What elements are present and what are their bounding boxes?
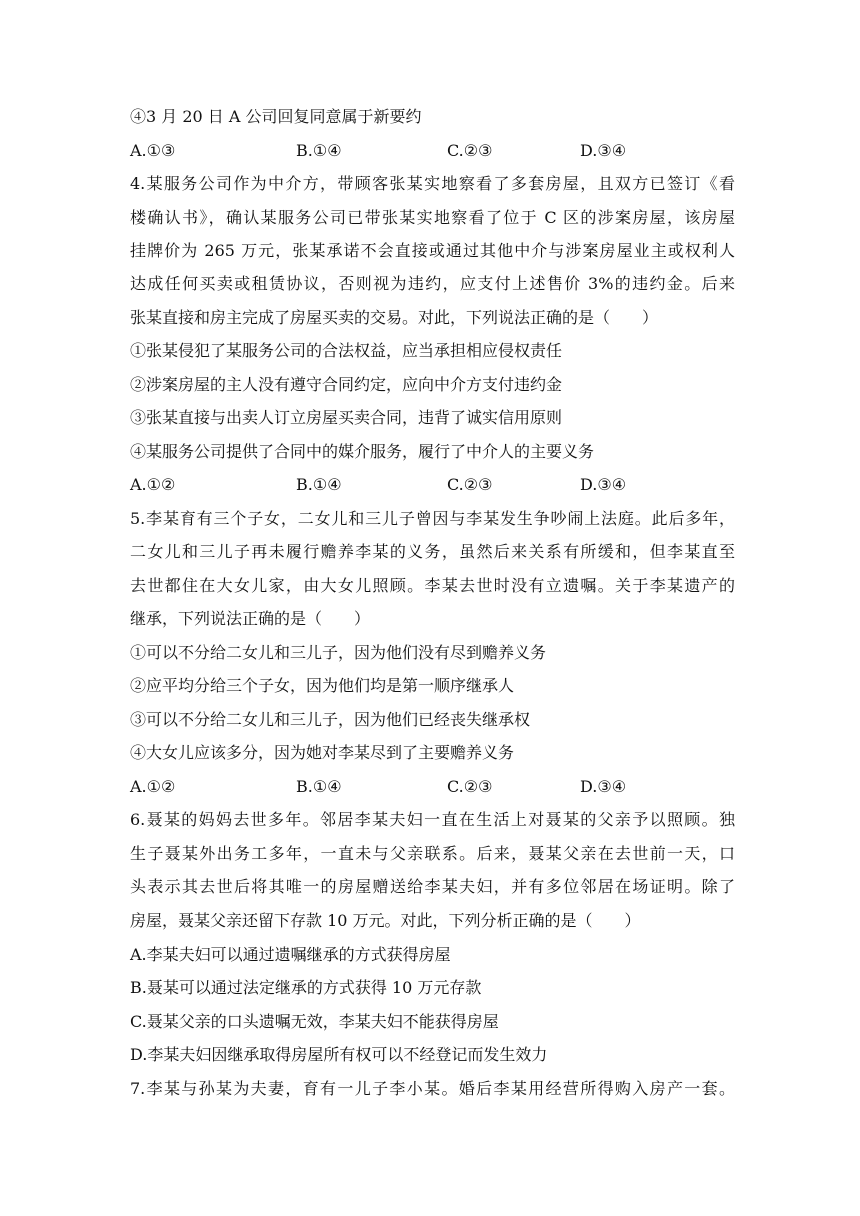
q6-choice-b: B.聂某可以通过法定继承的方式获得 10 万元存款	[130, 978, 482, 997]
q4-option-b: B.①④	[296, 475, 342, 494]
q5-stem-line: 5.李某育有三个子女，二女儿和三儿子曾因与李某发生争吵闹上法庭。此后多年，	[130, 509, 735, 528]
q5-stem-line: 二女儿和三儿子再未履行赡养李某的义务，虽然后来关系有所缓和，但李某直至	[130, 542, 735, 561]
q6-stem-line: 6.聂某的妈妈去世多年。邻居李某夫妇一直在生活上对聂某的父亲予以照顾。独	[130, 810, 735, 829]
q5-statement-2: ②应平均分给三个子女，因为他们均是第一顺序继承人	[130, 676, 515, 695]
q6-stem-line: 生子聂某外出务工多年，一直未与父亲联系。后来，聂某父亲在去世前一天，口	[130, 844, 735, 863]
q3-option-b: B.①④	[296, 141, 342, 160]
q5-option-d: D.③④	[580, 777, 627, 796]
q4-stem-line: 楼确认书》，确认某服务公司已带张某实地察看了位于 C 区的涉案房屋，该房屋	[130, 208, 735, 227]
q5-stem-line: 继承，下列说法正确的是（ ）	[130, 609, 371, 628]
q5-option-a: A.①②	[130, 777, 176, 796]
q6-stem-line: 头表示其去世后将其唯一的房屋赠送给李某夫妇，并有多位邻居在场证明。除了	[130, 877, 735, 896]
q4-option-d: D.③④	[580, 475, 627, 494]
q4-statement-2: ②涉案房屋的主人没有遵守合同约定，应向中介方支付违约金	[130, 375, 563, 394]
q4-statement-3: ③张某直接与出卖人订立房屋买卖合同，违背了诚实信用原则	[130, 408, 563, 427]
q4-statement-1: ①张某侵犯了某服务公司的合法权益，应当承担相应侵权责任	[130, 341, 563, 360]
q6-stem-line: 房屋，聂某父亲还留下存款 10 万元。对此，下列分析正确的是（ ）	[130, 911, 641, 930]
q3-option-c: C.②③	[447, 141, 493, 160]
q4-stem-line: 达成任何买卖或租赁协议，否则视为违约，应支付上述售价 3%的违约金。后来	[130, 274, 735, 293]
q6-choice-d: D.李某夫妇因继承取得房屋所有权可以不经登记而发生效力	[130, 1045, 548, 1064]
q3-option-d: D.③④	[580, 141, 627, 160]
q7-stem-line: 7.李某与孙某为夫妻，育有一儿子李小某。婚后李某用经营所得购入房产一套。	[130, 1079, 735, 1098]
q3-option-a: A.①③	[130, 141, 176, 160]
q6-choice-c: C.聂某父亲的口头遗嘱无效，李某夫妇不能获得房屋	[130, 1012, 499, 1031]
q5-statement-3: ③可以不分给二女儿和三儿子，因为他们已经丧失继承权	[130, 710, 531, 729]
q4-stem-line: 挂牌价为 265 万元，张某承诺不会直接或通过其他中介与涉案房屋业主或权利人	[130, 241, 735, 260]
q4-option-c: C.②③	[447, 475, 493, 494]
q4-option-a: A.①②	[130, 475, 176, 494]
q6-choice-a: A.李某夫妇可以通过遗嘱继承的方式获得房屋	[130, 945, 451, 964]
q4-stem-line: 张某直接和房主完成了房屋买卖的交易。对此，下列说法正确的是（ ）	[130, 308, 659, 327]
q5-option-b: B.①④	[296, 777, 342, 796]
q3-statement-4: ④3 月 20 日 A 公司回复同意属于新要约	[130, 107, 422, 126]
q5-statement-4: ④大女儿应该多分，因为她对李某尽到了主要赡养义务	[130, 743, 515, 762]
q5-option-c: C.②③	[447, 777, 493, 796]
q5-statement-1: ①可以不分给二女儿和三儿子，因为他们没有尽到赡养义务	[130, 643, 547, 662]
q5-stem-line: 去世都住在大女儿家，由大女儿照顾。李某去世时没有立遗嘱。关于李某遗产的	[130, 576, 735, 595]
q4-statement-4: ④某服务公司提供了合同中的媒介服务，履行了中介人的主要义务	[130, 442, 595, 461]
q4-stem-line: 4.某服务公司作为中介方，带顾客张某实地察看了多套房屋，且双方已签订《看	[130, 174, 735, 193]
